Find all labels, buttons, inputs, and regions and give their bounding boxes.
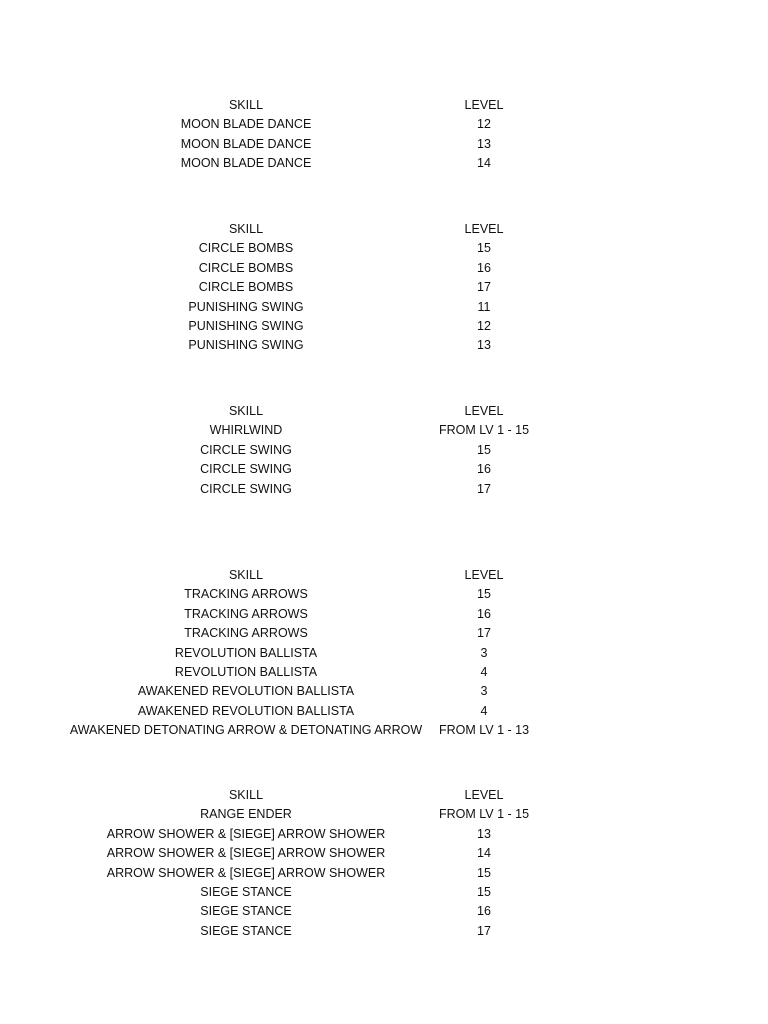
level-cell: FROM LV 1 - 15 [438,807,530,822]
table-header-row [0,220,768,239]
skill-cell: MOON BLADE DANCE [180,136,312,151]
skill-cell: MOON BLADE DANCE [180,156,312,171]
level-cell: 4 [480,703,488,718]
level-cell: 13 [477,338,491,353]
level-cell: 13 [477,826,491,841]
skill-table-1 [0,96,768,174]
table-row [0,317,768,336]
table-row [0,721,768,740]
skill-table-3 [0,402,768,499]
table-row [0,239,768,258]
skill-cell: CIRCLE BOMBS [198,280,294,295]
skill-cell: AWAKENED DETONATING ARROW & DETONATING ARROW [69,723,423,738]
level-cell: 16 [477,904,491,919]
table-row [0,605,768,624]
skill-cell: AWAKENED REVOLUTION BALLISTA [137,684,355,699]
table-row [0,278,768,297]
table-row [0,460,768,479]
table-row [0,644,768,663]
skill-cell: ARROW SHOWER & [SIEGE] ARROW SHOWER [106,826,386,841]
level-cell: FROM LV 1 - 13 [438,723,530,738]
skill-column-header: SKILL [228,788,264,802]
table-row [0,922,768,941]
skill-cell: WHIRLWIND [209,423,283,438]
skill-table-2 [0,220,768,356]
level-cell: 17 [477,626,491,641]
level-cell: 3 [480,684,488,699]
skill-cell: ARROW SHOWER & [SIEGE] ARROW SHOWER [106,865,386,880]
level-cell: 11 [477,299,491,314]
level-cell: 16 [477,260,491,275]
table-row [0,663,768,682]
skill-cell: PUNISHING SWING [188,318,304,333]
table-row [0,421,768,440]
table-row [0,135,768,154]
table-row [0,883,768,902]
level-cell: 16 [477,606,491,621]
skill-cell: CIRCLE SWING [200,481,292,496]
table-row [0,902,768,921]
table-row [0,441,768,460]
skill-cell: CIRCLE SWING [200,442,292,457]
level-cell: 12 [477,318,491,333]
skill-cell: REVOLUTION BALLISTA [174,664,318,679]
level-cell: 15 [477,241,491,256]
skill-cell: SIEGE STANCE [200,904,292,919]
level-cell: 14 [477,156,491,171]
level-cell: 17 [477,280,491,295]
table-row [0,154,768,173]
table-row [0,825,768,844]
skill-cell: REVOLUTION BALLISTA [174,645,318,660]
skill-cell: PUNISHING SWING [188,338,304,353]
skill-cell: PUNISHING SWING [188,299,304,314]
table-header-row [0,786,768,805]
level-cell: 15 [477,442,491,457]
table-header-row [0,96,768,115]
skill-cell: CIRCLE BOMBS [198,260,294,275]
table-row [0,480,768,499]
skill-table-4 [0,566,768,741]
level-column-header: LEVEL [464,568,504,582]
table-row [0,585,768,604]
level-cell: 12 [477,117,491,132]
level-cell: FROM LV 1 - 15 [438,423,530,438]
level-cell: 15 [477,884,491,899]
level-cell: 3 [480,645,488,660]
table-row [0,864,768,883]
skill-cell: AWAKENED REVOLUTION BALLISTA [137,703,355,718]
level-cell: 14 [477,846,491,861]
skill-table-5 [0,786,768,941]
table-row [0,259,768,278]
level-cell: 17 [477,923,491,938]
level-cell: 17 [477,481,491,496]
level-cell: 15 [477,587,491,602]
level-column-header: LEVEL [464,788,504,802]
skill-cell: TRACKING ARROWS [184,606,308,621]
table-row [0,336,768,355]
level-column-header: LEVEL [464,98,504,112]
skill-cell: CIRCLE BOMBS [198,241,294,256]
skill-cell: CIRCLE SWING [200,462,292,477]
table-row [0,805,768,824]
table-row [0,682,768,701]
table-header-row [0,566,768,585]
table-row [0,298,768,317]
level-cell: 16 [477,462,491,477]
level-column-header: LEVEL [464,222,504,236]
level-cell: 15 [477,865,491,880]
table-row [0,844,768,863]
skill-column-header: SKILL [228,404,264,418]
table-row [0,624,768,643]
level-cell: 4 [480,664,488,679]
skill-column-header: SKILL [228,568,264,582]
table-header-row [0,402,768,421]
table-row [0,702,768,721]
level-column-header: LEVEL [464,404,504,418]
skill-cell: ARROW SHOWER & [SIEGE] ARROW SHOWER [106,846,386,861]
skill-cell: TRACKING ARROWS [184,587,308,602]
level-cell: 13 [477,136,491,151]
table-row [0,115,768,134]
skill-cell: SIEGE STANCE [200,923,292,938]
skill-cell: RANGE ENDER [200,807,292,822]
skill-cell: MOON BLADE DANCE [180,117,312,132]
skill-cell: SIEGE STANCE [200,884,292,899]
skill-column-header: SKILL [228,98,264,112]
skill-cell: TRACKING ARROWS [184,626,308,641]
skill-column-header: SKILL [228,222,264,236]
